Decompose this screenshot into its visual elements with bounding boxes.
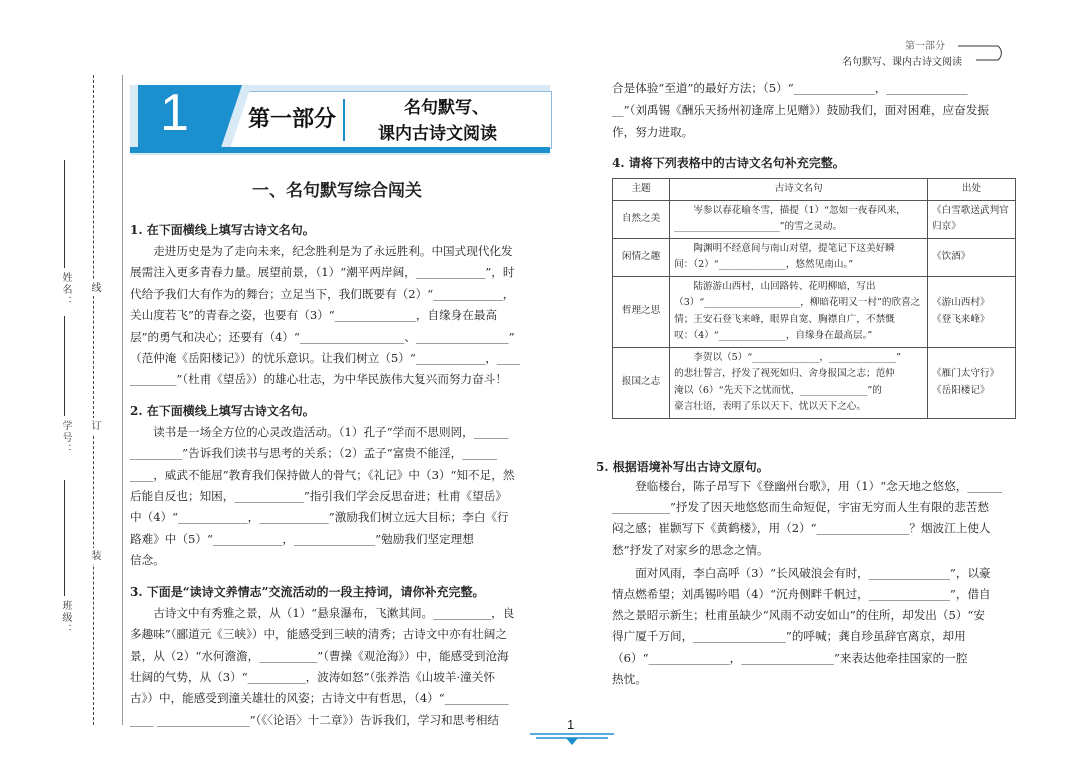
text-line: 闷之感；崔颢写下《黄鹤楼》，用（2）“________________？烟波江上使人 [612, 521, 991, 536]
spacer [130, 572, 552, 582]
table-header-source: 出处 [928, 179, 1016, 201]
text-line: 层”的勇气和决心；还要有（4）“__________________、________________” [130, 329, 515, 344]
theme-cell: 闲情之趣 [613, 238, 670, 276]
text-line: ________”（杜甫《望岳》）的雄心壮志，为中华民族伟大复兴而努力奋斗！ [130, 372, 507, 387]
binding-cut-mark-2: 订 [89, 420, 100, 432]
line-text: 淹以（6）“先天下之忧而忧，______________”的 [674, 384, 882, 396]
text-line: 登临楼台，陈子昂写下《登幽州台歌》，用（1）“念天地之悠悠，______ [635, 479, 1003, 493]
student-id-field-line[interactable] [64, 316, 65, 416]
binding-solid-line [122, 75, 123, 725]
line-text: 情；王安石登飞来峰，眼界自宽、胸襟自广，不禁慨 [674, 313, 895, 325]
table-header-row [613, 179, 1016, 201]
text-line: 关山度若飞”的青春之姿，也要有（3）“______________，自缘身在最高 [130, 308, 498, 323]
banner-stripe [130, 147, 550, 153]
text-line: 景，从（2）“水何澹澹，__________”（曹操《观沧海》）中，能感受到沧海 [130, 648, 509, 663]
question-5: 5. 根据语境补写出古诗文原句。 [596, 460, 769, 474]
source-text: 《雁门太守行》 [932, 368, 1000, 379]
text-line: 走进历史是为了走向未来，纪念胜利是为了永远胜利。中国式现代化发 [153, 244, 513, 258]
text-line: （范仲淹《岳阳楼记》）的忧乐意识。让我们树立（5）“____________，____ [130, 351, 521, 366]
poetry-table [612, 178, 1016, 419]
text-line: 情点燃希望；刘禹锡吟唱（4）“沉舟侧畔千帆过，______________”，借自 [612, 587, 991, 602]
page-number-ornament [530, 730, 614, 746]
text-line: 信念。 [130, 553, 165, 568]
text-line: （6）“______________，________________”来表达他牵挂国家的一腔 [612, 650, 968, 665]
line-text: 岑参以春花喻冬雪，描提（1）“忽如一夜春风来， [693, 204, 906, 216]
table-header-line: 古诗文名句 [670, 179, 928, 201]
line-cell [670, 238, 928, 276]
class-field-line[interactable] [64, 480, 65, 596]
line-text: ______________________”的雪之灵动。 [674, 221, 843, 232]
line-cell [670, 200, 928, 238]
text-line: ____ ________________”（《〈论语〉十二章》）告诉我们，学习和思考相结 [130, 712, 500, 727]
line-cell [670, 276, 928, 347]
text-line: 读书是一场全方位的心灵改造活动。（1）孔子“学而不思则罔，______ [153, 424, 509, 439]
text-line: 古》）中，能感受到潼关雄壮的风姿；古诗文中有哲思，（4）“___________ [130, 691, 509, 706]
text-line: 后能自反也；知困，____________”指引我们学会反思奋进；杜甫《望岳》 [130, 489, 507, 504]
text-line: 面对风雨，李白高呼（3）“长风破浪会有时，______________”，以豪 [635, 565, 991, 580]
text-line: 代给予我们大有作为的舞台；立足当下，我们既要有（2）“____________， [130, 286, 515, 301]
text-line: 多趣味”（郦道元《三峡》）中，能感受到三峡的清秀；古诗文中亦有壮阔之 [130, 627, 507, 642]
right-column-top [612, 77, 1017, 143]
question-4: 4. 请将下列表格中的古诗文名句补充完整。 [612, 156, 845, 170]
text-line: __”（刘禹锡《酬乐天扬州初逢席上见赠》）鼓励我们，面对困难，应奋发振 [612, 103, 989, 117]
binding-cut-mark-3: 装 [89, 550, 100, 562]
text-line: 热忱。 [612, 671, 647, 686]
text-line: 合是体验“至道”的最好方法；（5）“______________，______________ [612, 81, 968, 95]
line-cell [670, 347, 928, 418]
table-header-theme: 主题 [613, 179, 670, 201]
chapter-banner [130, 85, 550, 155]
binding-cut-mark-1: 线 [89, 282, 100, 294]
text-line: 中（4）“____________，____________”激励我们树立远大目标；李白《行 [130, 510, 509, 525]
text-line: ____，威武不能屈”教育我们保持做人的骨气；《礼记》中（3）“知不足，然 [130, 467, 515, 482]
source-text: 《岳阳楼记》 [932, 384, 990, 396]
right-column-bottom [612, 476, 1017, 690]
banner-part: 第一部分 [248, 106, 337, 132]
table-row [613, 238, 1016, 276]
line-text: 陶渊明不经意间与南山对望，提笔记下这美好瞬 [693, 242, 895, 254]
text-line: 愁”抒发了对家乡的思念之情。 [612, 542, 769, 557]
source-text: 《白雪歌送武判官 [932, 204, 1009, 216]
text-line: __________”抒发了因天地悠悠而生命短促，宇宙无穷而人生有限的悲苦愁 [612, 500, 989, 515]
spacer [130, 391, 552, 401]
line-text: 的悲壮誓言，抒发了视死如归、舍身报国之志；范仲 [674, 368, 895, 379]
theme-cell: 哲理之思 [613, 276, 670, 347]
line-text: 李贺以（5）“______________，______________” [693, 351, 902, 363]
student-id-label: 学号： [60, 420, 71, 456]
header-part-label: 第一部分 [905, 41, 945, 52]
line-text: 陆游游山西村，山回路转、花明柳暗，写出 [693, 280, 876, 292]
source-cell [928, 276, 1016, 347]
table-row [613, 200, 1016, 238]
source-cell [928, 200, 1016, 238]
text-line: 路难》中（5）“____________，______________”勉励我们坚定理想 [130, 531, 474, 546]
table-row [613, 276, 1016, 347]
header-subtitle: 名句默写、课内古诗文阅读 [842, 57, 962, 68]
banner-title-line2: 课内古诗文阅读 [378, 124, 497, 144]
name-field-line[interactable] [64, 160, 65, 268]
banner-divider [343, 99, 345, 141]
table-row [613, 347, 1016, 418]
question-heading: 2. 在下面横线上填写古诗文名句。 [130, 403, 315, 418]
text-line: 古诗文中有秀雅之景，从（1）“悬泉瀑布，飞漱其间。__________，良 [153, 605, 515, 620]
line-text: 豪言壮语，表明了乐以天下、忧以天下之心。 [674, 401, 866, 412]
section-title: 一、名句默写综合闯关 [252, 181, 422, 201]
banner-title-line1: 名句默写、 [404, 98, 489, 118]
text-line: 壮阔的气势，从（3）“__________，波涛如怒”（张养浩《山坡羊·潼关怀 [130, 669, 495, 684]
theme-cell: 报国之志 [613, 347, 670, 418]
text-line: 然之景昭示新生；杜甫虽缺少“风雨不动安如山”的住所，却发出（5）“安 [612, 608, 985, 623]
class-label: 班级： [60, 600, 71, 636]
source-text: 归京》 [932, 221, 961, 232]
source-cell [928, 347, 1016, 418]
banner-number: 1 [160, 84, 189, 142]
source-text: 《饮酒》 [932, 250, 971, 262]
text-line: 得广厦千万间，________________”的呼喊；龚自珍虽辞官离京，却用 [612, 629, 966, 644]
source-text: 《游山西村》 [932, 297, 990, 308]
name-label: 姓名： [60, 272, 71, 308]
source-text: 《登飞来峰》 [932, 313, 990, 325]
text-line: _________”告诉我们读书与思考的关系；（2）孟子“富贵不能淫，______ [130, 446, 498, 461]
line-text: （3）“____________________，柳暗花明又一村”的欣喜之 [674, 297, 921, 308]
text-line: 展需注入更多青春力量。展望前景，（1）“潮平两岸阔，____________”，时 [130, 265, 515, 280]
theme-cell: 自然之美 [613, 200, 670, 238]
text-line: 作，努力进取。 [612, 125, 694, 139]
page-number: 1 [567, 717, 575, 732]
source-cell [928, 238, 1016, 276]
question-heading: 3. 下面是“读诗文养情志”交流活动的一段主持词，请你补充完整。 [130, 584, 485, 599]
question-heading: 1. 在下面横线上填写古诗文名句。 [130, 223, 315, 237]
line-text: 叹：（4）“______________，自缘身在最高层。” [674, 330, 873, 341]
binding-dashed-line [93, 75, 94, 725]
left-column [130, 220, 552, 731]
line-text: 间：（2）“______________，悠然见南山。” [674, 259, 854, 270]
